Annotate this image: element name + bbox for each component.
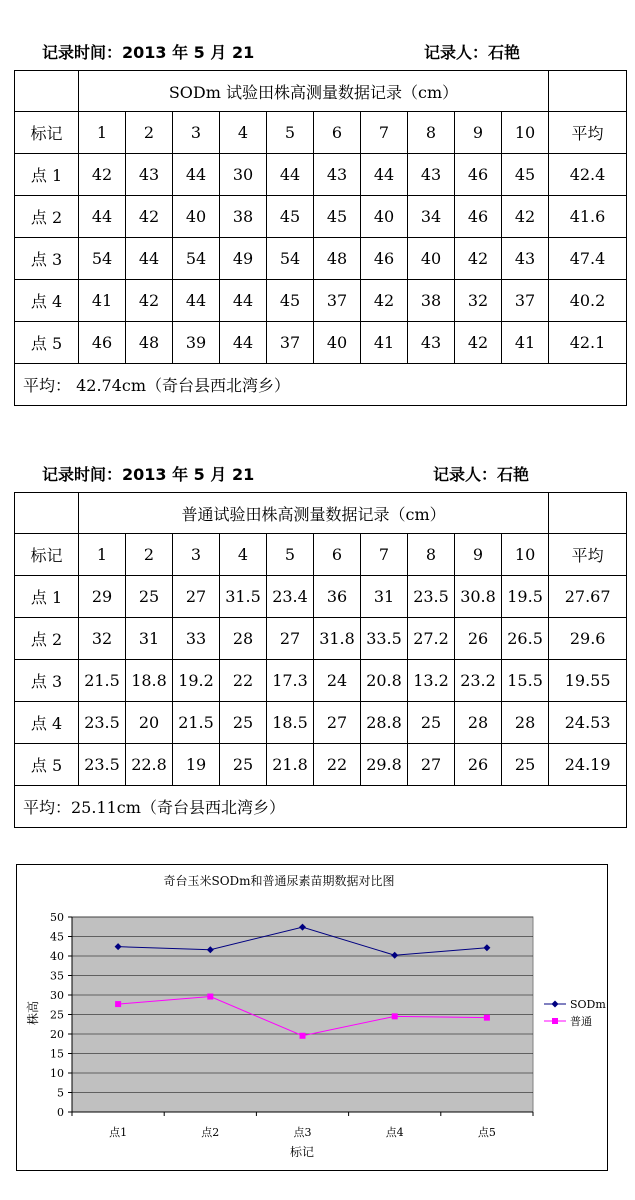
table1-height-records (14, 70, 627, 406)
table-cell: 44 (361, 154, 408, 196)
table-cell: 23.5 (79, 702, 126, 744)
table-cell: 27 (267, 618, 314, 660)
table-cell: 40 (173, 196, 220, 238)
table-cell: 29 (79, 576, 126, 618)
y-tick-label: 50 (50, 911, 64, 924)
table-cell: 30.8 (455, 576, 502, 618)
table-cell: 26 (455, 618, 502, 660)
table-cell: 54 (79, 238, 126, 280)
table-cell: 22 (314, 744, 361, 786)
table-cell: 54 (173, 238, 220, 280)
table-cell: 44 (126, 238, 173, 280)
x-tick-label: 点2 (201, 1126, 220, 1139)
table-cell: 31.5 (220, 576, 267, 618)
table-cell: 21.5 (173, 702, 220, 744)
table-cell: 25 (408, 702, 455, 744)
table-cell: 42 (361, 280, 408, 322)
table-cell: 31 (361, 576, 408, 618)
y-axis-label: 株高 (26, 1000, 40, 1026)
table-cell: 38 (220, 196, 267, 238)
table-cell: 44 (79, 196, 126, 238)
data-point (115, 1001, 121, 1007)
table-cell: 33.5 (361, 618, 408, 660)
table1-body (15, 154, 627, 364)
table1-header-cell: 2 (126, 112, 173, 154)
table-cell: 19 (173, 744, 220, 786)
table-cell: 24 (314, 660, 361, 702)
table-row (15, 196, 627, 238)
table-cell: 点 5 (15, 322, 79, 364)
table1-record-time: 记录时间：2013 年 5 月 21 (42, 43, 255, 62)
table2-header-row (15, 534, 627, 576)
x-tick-label: 点4 (385, 1126, 404, 1139)
table-row (15, 322, 627, 364)
legend (544, 998, 606, 1028)
table2-average: 平均：25.11cm（奇台县西北湾乡） (15, 786, 627, 828)
chart-svg (17, 865, 607, 1170)
y-tick-label: 45 (50, 930, 64, 944)
table-cell: 17.3 (267, 660, 314, 702)
table-cell: 42.4 (549, 154, 627, 196)
table-cell: 42 (502, 196, 549, 238)
table-cell: 点 3 (15, 238, 79, 280)
table1-header-row (15, 112, 627, 154)
table-cell: 48 (126, 322, 173, 364)
table2-body (15, 576, 627, 786)
table-cell: 40 (314, 322, 361, 364)
table2-header-cell: 4 (220, 534, 267, 576)
table2-header-cell: 7 (361, 534, 408, 576)
data-point (484, 1015, 490, 1021)
table-cell: 41 (79, 280, 126, 322)
table2-title: 普通试验田株高测量数据记录（cm） (79, 493, 549, 534)
table-cell: 44 (173, 154, 220, 196)
table-cell: 22.8 (126, 744, 173, 786)
table-cell: 26 (455, 744, 502, 786)
table2-header-cell: 6 (314, 534, 361, 576)
table2-meta (0, 462, 635, 488)
table2-header-cell: 1 (79, 534, 126, 576)
table-cell: 23.5 (408, 576, 455, 618)
table2-recorder: 记录人：石艳 (433, 465, 530, 484)
table-cell: 37 (267, 322, 314, 364)
table-cell: 20 (126, 702, 173, 744)
table2-record-time: 记录时间：2013 年 5 月 21 (42, 465, 255, 484)
table-cell: 46 (455, 154, 502, 196)
table-cell: 43 (408, 154, 455, 196)
table-cell: 24.19 (549, 744, 627, 786)
y-tick-label: 25 (50, 1008, 64, 1022)
table-cell: 点 3 (15, 660, 79, 702)
table1-header-cell: 5 (267, 112, 314, 154)
table-cell: 37 (502, 280, 549, 322)
table-cell: 30 (220, 154, 267, 196)
table-row (15, 702, 627, 744)
x-tick-label: 点5 (477, 1126, 496, 1139)
table2-header-cell: 标记 (15, 534, 79, 576)
table-cell: 42 (79, 154, 126, 196)
table-cell: 44 (267, 154, 314, 196)
table-cell: 29.6 (549, 618, 627, 660)
table-cell: 45 (267, 196, 314, 238)
table-cell: 46 (79, 322, 126, 364)
table-cell: 47.4 (549, 238, 627, 280)
table1-header-cell: 7 (361, 112, 408, 154)
legend-label: 普通 (570, 1015, 592, 1028)
table-cell: 43 (408, 322, 455, 364)
table1-meta (0, 40, 635, 66)
data-point (392, 1013, 398, 1019)
table-cell: 点 2 (15, 618, 79, 660)
table-cell: 46 (455, 196, 502, 238)
table-cell: 27 (173, 576, 220, 618)
table-cell: 43 (314, 154, 361, 196)
table-cell: 32 (455, 280, 502, 322)
table-cell: 24.53 (549, 702, 627, 744)
table-cell: 29.8 (361, 744, 408, 786)
table-cell: 41.6 (549, 196, 627, 238)
table-cell: 40 (361, 196, 408, 238)
y-tick-label: 15 (50, 1047, 64, 1061)
plot-area (50, 911, 533, 1139)
x-axis-label: 标记 (289, 1145, 315, 1159)
table-cell: 23.5 (79, 744, 126, 786)
table-cell: 27.67 (549, 576, 627, 618)
table-cell: 18.8 (126, 660, 173, 702)
y-tick-label: 40 (50, 950, 64, 963)
table2-header-cell: 10 (502, 534, 549, 576)
table-cell: 45 (267, 280, 314, 322)
table-cell: 44 (220, 280, 267, 322)
table-row (15, 618, 627, 660)
table-cell: 25 (126, 576, 173, 618)
table2-corner-cell (15, 493, 79, 534)
table-cell: 点 1 (15, 576, 79, 618)
table-cell: 41 (502, 322, 549, 364)
table-cell: 39 (173, 322, 220, 364)
table-cell: 28.8 (361, 702, 408, 744)
y-tick-label: 20 (50, 1028, 64, 1041)
table-row (15, 744, 627, 786)
table-cell: 37 (314, 280, 361, 322)
y-tick-label: 30 (50, 989, 64, 1002)
table1-header-cell: 标记 (15, 112, 79, 154)
table-cell: 20.8 (361, 660, 408, 702)
table1-recorder: 记录人：石艳 (424, 43, 521, 62)
table1-header-cell: 4 (220, 112, 267, 154)
table-cell: 23.4 (267, 576, 314, 618)
table-cell: 27 (314, 702, 361, 744)
table-cell: 31 (126, 618, 173, 660)
table-cell: 45 (502, 154, 549, 196)
table-cell: 25 (502, 744, 549, 786)
legend-label: SODm (570, 998, 606, 1011)
table1-corner-cell-right (549, 71, 627, 112)
comparison-chart (16, 864, 608, 1171)
table-cell: 28 (220, 618, 267, 660)
table-cell: 43 (126, 154, 173, 196)
table2-header-cell: 2 (126, 534, 173, 576)
table1-corner-cell (15, 71, 79, 112)
table-cell: 15.5 (502, 660, 549, 702)
y-tick-label: 0 (57, 1106, 64, 1119)
table-cell: 点 2 (15, 196, 79, 238)
table2-header-cell: 9 (455, 534, 502, 576)
chart-title: 奇台玉米SODm和普通尿素苗期数据对比图 (163, 874, 395, 888)
table-cell: 34 (408, 196, 455, 238)
table-cell: 40 (408, 238, 455, 280)
table-cell: 19.2 (173, 660, 220, 702)
table-cell: 31.8 (314, 618, 361, 660)
table2-header-cell: 5 (267, 534, 314, 576)
table-cell: 32 (79, 618, 126, 660)
x-tick-label: 点1 (109, 1126, 128, 1139)
table-cell: 42 (126, 280, 173, 322)
table-cell: 28 (502, 702, 549, 744)
table2-corner-cell-right (549, 493, 627, 534)
table-cell: 42 (455, 322, 502, 364)
table-cell: 42 (126, 196, 173, 238)
table1-header-cell: 10 (502, 112, 549, 154)
y-tick-label: 5 (57, 1086, 64, 1100)
table-cell: 21.8 (267, 744, 314, 786)
table-cell: 点 4 (15, 702, 79, 744)
table1-header-cell: 8 (408, 112, 455, 154)
table-cell: 25 (220, 702, 267, 744)
table-cell: 22 (220, 660, 267, 702)
table-cell: 25 (220, 744, 267, 786)
table-cell: 42 (455, 238, 502, 280)
table-cell: 19.5 (502, 576, 549, 618)
table-cell: 46 (361, 238, 408, 280)
table-row (15, 238, 627, 280)
table2-header-cell: 8 (408, 534, 455, 576)
table-cell: 44 (220, 322, 267, 364)
table-cell: 42.1 (549, 322, 627, 364)
table1-header-cell: 6 (314, 112, 361, 154)
table-cell: 点 1 (15, 154, 79, 196)
table1-header-cell: 平均 (549, 112, 627, 154)
x-tick-label: 点3 (293, 1126, 312, 1139)
y-tick-label: 35 (50, 969, 64, 983)
table-cell: 44 (173, 280, 220, 322)
table-cell: 28 (455, 702, 502, 744)
data-point (207, 994, 213, 1000)
legend-marker (552, 1001, 559, 1008)
table1-header-cell: 3 (173, 112, 220, 154)
table-row (15, 154, 627, 196)
table-cell: 33 (173, 618, 220, 660)
table-cell: 27 (408, 744, 455, 786)
table2-header-cell: 平均 (549, 534, 627, 576)
table1-average: 平均： 42.74cm（奇台县西北湾乡） (15, 364, 627, 406)
table-cell: 13.2 (408, 660, 455, 702)
table-cell: 40.2 (549, 280, 627, 322)
table-cell: 45 (314, 196, 361, 238)
table-cell: 38 (408, 280, 455, 322)
table-cell: 54 (267, 238, 314, 280)
table-cell: 26.5 (502, 618, 549, 660)
table2-height-records (14, 492, 627, 828)
table-row (15, 280, 627, 322)
table-cell: 21.5 (79, 660, 126, 702)
table-cell: 36 (314, 576, 361, 618)
legend-marker (552, 1018, 558, 1024)
table-cell: 41 (361, 322, 408, 364)
table-row (15, 576, 627, 618)
table-cell: 19.55 (549, 660, 627, 702)
table-cell: 49 (220, 238, 267, 280)
table-cell: 27.2 (408, 618, 455, 660)
table-cell: 43 (502, 238, 549, 280)
table-cell: 23.2 (455, 660, 502, 702)
table1-header-cell: 9 (455, 112, 502, 154)
table1-title: SODm 试验田株高测量数据记录（cm） (79, 71, 549, 112)
table-cell: 48 (314, 238, 361, 280)
table1-header-cell: 1 (79, 112, 126, 154)
table-cell: 点 4 (15, 280, 79, 322)
data-point (300, 1033, 306, 1039)
table-row (15, 660, 627, 702)
table-cell: 点 5 (15, 744, 79, 786)
table-cell: 18.5 (267, 702, 314, 744)
table2-header-cell: 3 (173, 534, 220, 576)
y-tick-label: 10 (50, 1067, 64, 1080)
